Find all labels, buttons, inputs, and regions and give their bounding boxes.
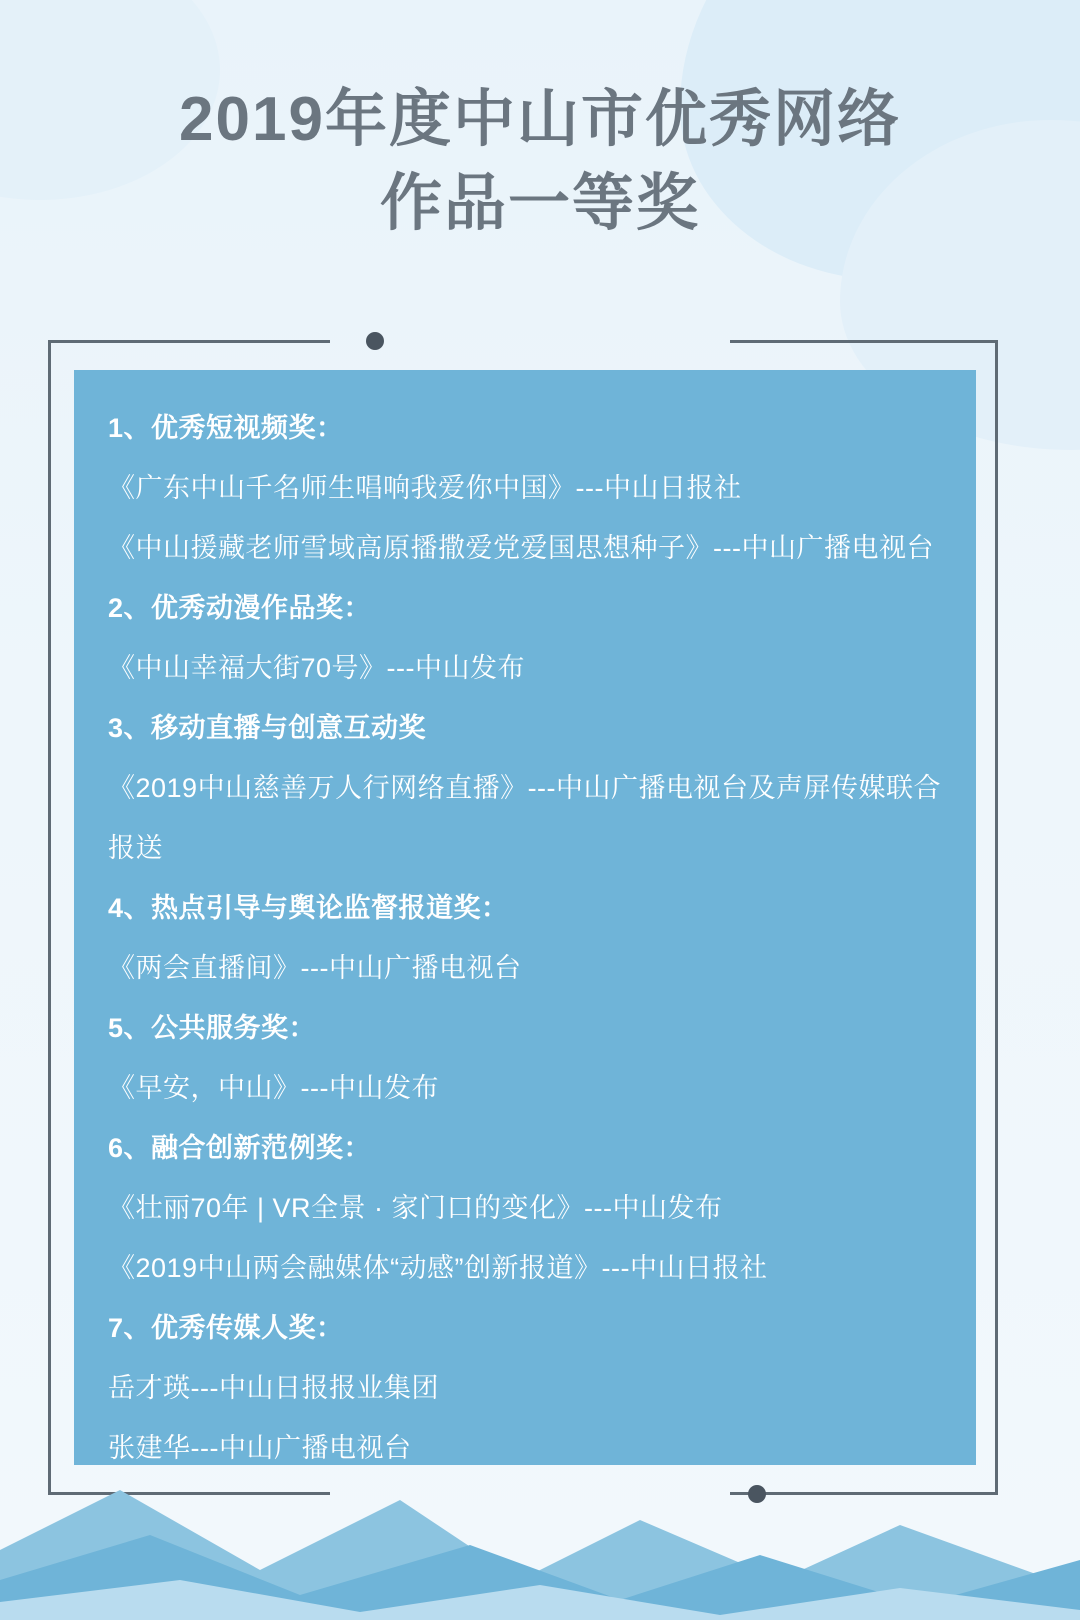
frame-line-top-right bbox=[730, 340, 998, 343]
frame-line-top-left bbox=[48, 340, 330, 343]
award-entry: 《广东中山千名师生唱响我爱你中国》---中山日报社 bbox=[108, 473, 742, 503]
page-title-line-1: 2019年度中山市优秀网络 bbox=[179, 85, 901, 154]
award-entry: 《2019中山两会融媒体“动感”创新报道》---中山日报社 bbox=[108, 1253, 768, 1283]
award-entry: 《早安，中山》---中山发布 bbox=[108, 1073, 439, 1103]
frame-line-right bbox=[995, 340, 998, 1495]
frame-dot-top bbox=[366, 332, 384, 350]
award-entry: 《2019中山慈善万人行网络直播》---中山广播电视台及声屏传媒联合报送 bbox=[108, 773, 942, 863]
award-category-heading: 3、移动直播与创意互动奖 bbox=[108, 713, 427, 743]
award-category-heading: 1、优秀短视频奖： bbox=[108, 413, 344, 443]
award-category-heading: 2、优秀动漫作品奖： bbox=[108, 593, 372, 623]
award-category-heading: 6、融合创新范例奖： bbox=[108, 1133, 372, 1163]
award-entry: 《中山援藏老师雪域高原播撒爱党爱国思想种子》---中山广播电视台 bbox=[108, 533, 934, 563]
award-entry: 岳才瑛---中山日报报业集团 bbox=[108, 1373, 439, 1403]
frame-line-left bbox=[48, 340, 51, 1495]
award-category-heading: 7、优秀传媒人奖： bbox=[108, 1313, 344, 1343]
award-entry: 《两会直播间》---中山广播电视台 bbox=[108, 953, 522, 983]
page-title bbox=[0, 78, 1080, 246]
award-entry: 张建华---中山广播电视台 bbox=[108, 1433, 412, 1463]
page-title-line-2: 作品一等奖 bbox=[379, 169, 700, 238]
award-entry: 《中山幸福大街70号》---中山发布 bbox=[108, 653, 526, 683]
mountain-decoration bbox=[0, 1430, 1080, 1620]
award-entry: 《壮丽70年 | VR全景 · 家门口的变化》---中山发布 bbox=[108, 1193, 723, 1223]
award-category-heading: 5、公共服务奖： bbox=[108, 1013, 317, 1043]
award-category-heading: 4、热点引导与舆论监督报道奖： bbox=[108, 893, 509, 923]
award-list-panel bbox=[74, 370, 976, 1465]
